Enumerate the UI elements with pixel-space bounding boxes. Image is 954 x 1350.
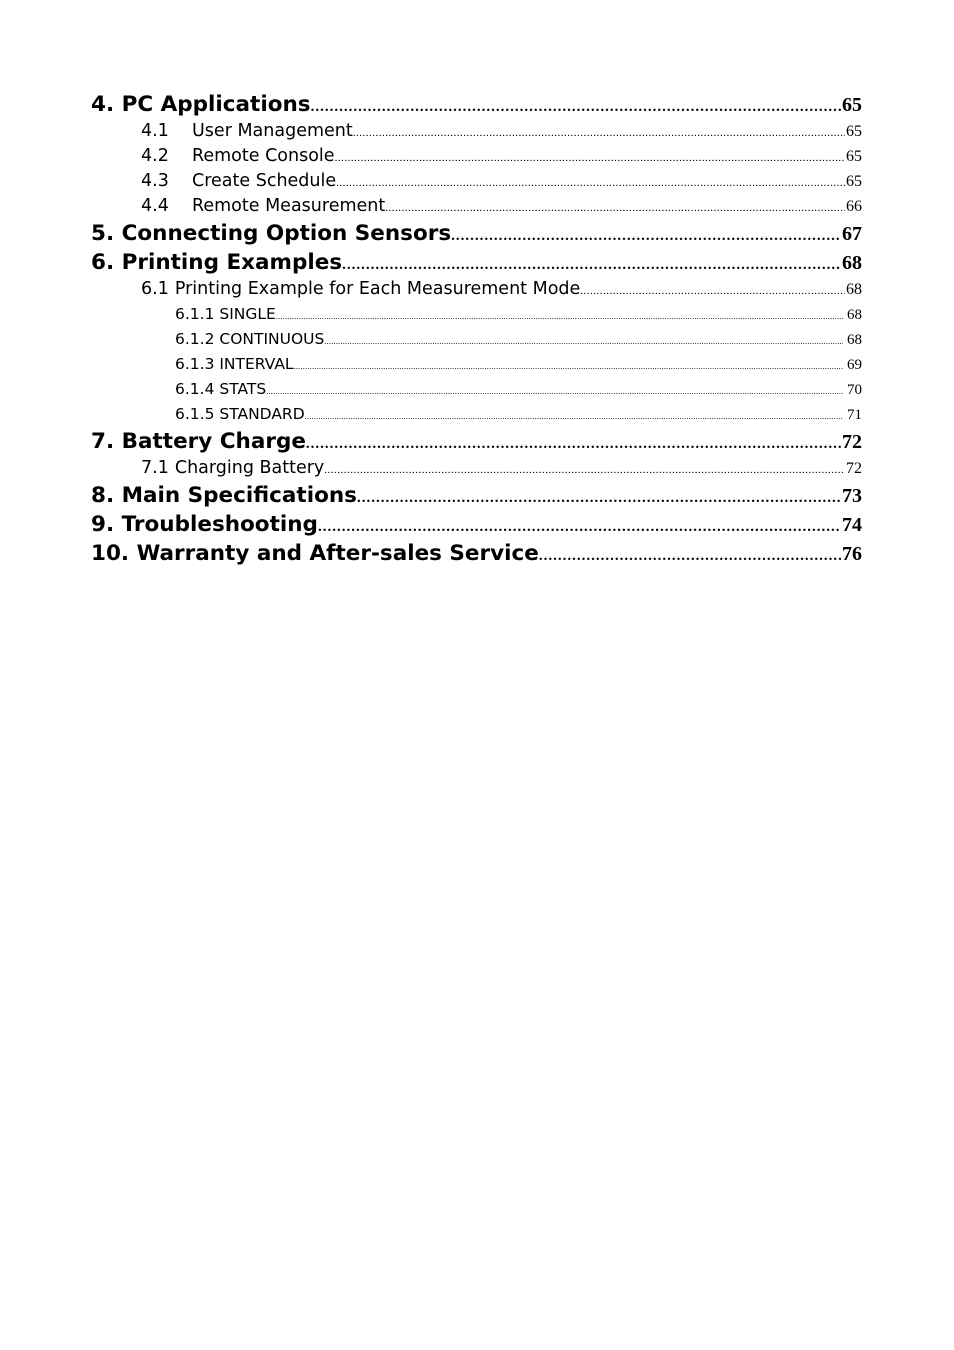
toc-subsection-6-1-5[interactable] (91, 402, 862, 427)
toc-dot-leader (324, 458, 845, 481)
toc-section-4-3[interactable] (91, 169, 862, 194)
toc-entry-title: 7. Battery Charge (91, 429, 306, 454)
toc-section-label: User Management (192, 121, 353, 141)
toc-page-number: 69 (847, 357, 862, 373)
toc-section-6-1[interactable] (91, 277, 862, 302)
toc-entry-title (141, 194, 385, 219)
toc-section-number: 7.1 (141, 458, 169, 478)
toc-chapter-5[interactable] (91, 219, 862, 248)
toc-entry-title: 6. Printing Examples (91, 250, 343, 275)
toc-entry-title: 6.1.1 SINGLE (175, 305, 276, 323)
toc-chapter-4[interactable] (91, 90, 862, 119)
toc-entry-title: 9. Troubleshooting (91, 512, 318, 537)
toc-dot-leader (266, 379, 843, 402)
toc-entry-title: 8. Main Specifications (91, 483, 357, 508)
toc-page-number: 72 (846, 460, 862, 477)
toc-section-number: 4.1 (141, 121, 169, 141)
toc-page-number: 73 (842, 485, 862, 507)
toc-dot-leader (311, 93, 841, 119)
toc-section-label: Printing Example for Each Measurement Mode (174, 279, 581, 299)
toc-entry-title: 6.1.5 STANDARD (175, 405, 305, 423)
toc-dot-leader (357, 484, 841, 510)
toc-dot-leader (539, 542, 841, 568)
toc-entry-title (141, 277, 580, 302)
toc-page-number: 65 (842, 94, 862, 116)
toc-section-number: 4.4 (141, 196, 169, 216)
toc-page-number: 65 (846, 173, 862, 190)
toc-page-number: 67 (842, 223, 862, 245)
toc-page-number: 74 (842, 514, 862, 536)
toc-chapter-8[interactable] (91, 481, 862, 510)
toc-dot-leader (342, 251, 841, 277)
toc-page-number: 72 (842, 431, 862, 453)
toc-dot-leader (324, 329, 843, 352)
toc-subsection-6-1-3[interactable] (91, 352, 862, 377)
toc-entry-title: 6.1.2 CONTINUOUS (175, 330, 325, 348)
toc-entry-title (141, 456, 324, 481)
toc-section-number: 6.1 (141, 279, 169, 299)
toc-section-7-1[interactable] (91, 456, 862, 481)
toc-dot-leader (294, 354, 843, 377)
toc-entry-title: 10. Warranty and After-sales Service (91, 541, 539, 566)
toc-entry-title: 6.1.3 INTERVAL (175, 355, 294, 373)
toc-section-label: Remote Console (192, 146, 335, 166)
toc-page-number: 71 (847, 407, 862, 423)
toc-chapter-7[interactable] (91, 427, 862, 456)
toc-section-number: 4.3 (141, 171, 169, 191)
toc-page-number: 68 (842, 252, 862, 274)
toc-dot-leader (305, 404, 843, 427)
toc-dot-leader (451, 222, 841, 248)
toc-entry-title: 6.1.4 STATS (175, 380, 267, 398)
toc-page-number: 68 (846, 281, 862, 298)
toc-page-number: 66 (846, 198, 862, 215)
toc-entry-title (141, 169, 336, 194)
toc-section-4-4[interactable] (91, 194, 862, 219)
toc-section-label: Create Schedule (192, 171, 337, 191)
toc-dot-leader (276, 304, 843, 327)
toc-page-number: 68 (847, 307, 862, 323)
toc-dot-leader (385, 196, 845, 219)
toc-chapter-9[interactable] (91, 510, 862, 539)
toc-section-4-1[interactable] (91, 119, 862, 144)
toc-page-number: 70 (847, 382, 862, 398)
toc-section-label: Charging Battery (174, 458, 325, 478)
toc-subsection-6-1-2[interactable] (91, 327, 862, 352)
toc-entry-title (141, 144, 335, 169)
toc-page-number: 65 (846, 148, 862, 165)
toc-dot-leader (318, 513, 841, 539)
toc-entry-title: 5. Connecting Option Sensors (91, 221, 452, 246)
toc-entry-title: 4. PC Applications (91, 92, 311, 117)
toc-dot-leader (353, 121, 845, 144)
table-of-contents (91, 90, 862, 568)
toc-page-number: 68 (847, 332, 862, 348)
toc-dot-leader (336, 171, 845, 194)
toc-chapter-10[interactable] (91, 539, 862, 568)
toc-page-number: 76 (842, 543, 862, 565)
toc-chapter-6[interactable] (91, 248, 862, 277)
toc-dot-leader (580, 279, 845, 302)
toc-dot-leader (306, 430, 841, 456)
toc-section-label: Remote Measurement (192, 196, 386, 216)
toc-section-4-2[interactable] (91, 144, 862, 169)
toc-page-number: 65 (846, 123, 862, 140)
toc-section-number: 4.2 (141, 146, 169, 166)
toc-subsection-6-1-4[interactable] (91, 377, 862, 402)
toc-entry-title (141, 119, 353, 144)
toc-subsection-6-1-1[interactable] (91, 302, 862, 327)
toc-dot-leader (335, 146, 845, 169)
